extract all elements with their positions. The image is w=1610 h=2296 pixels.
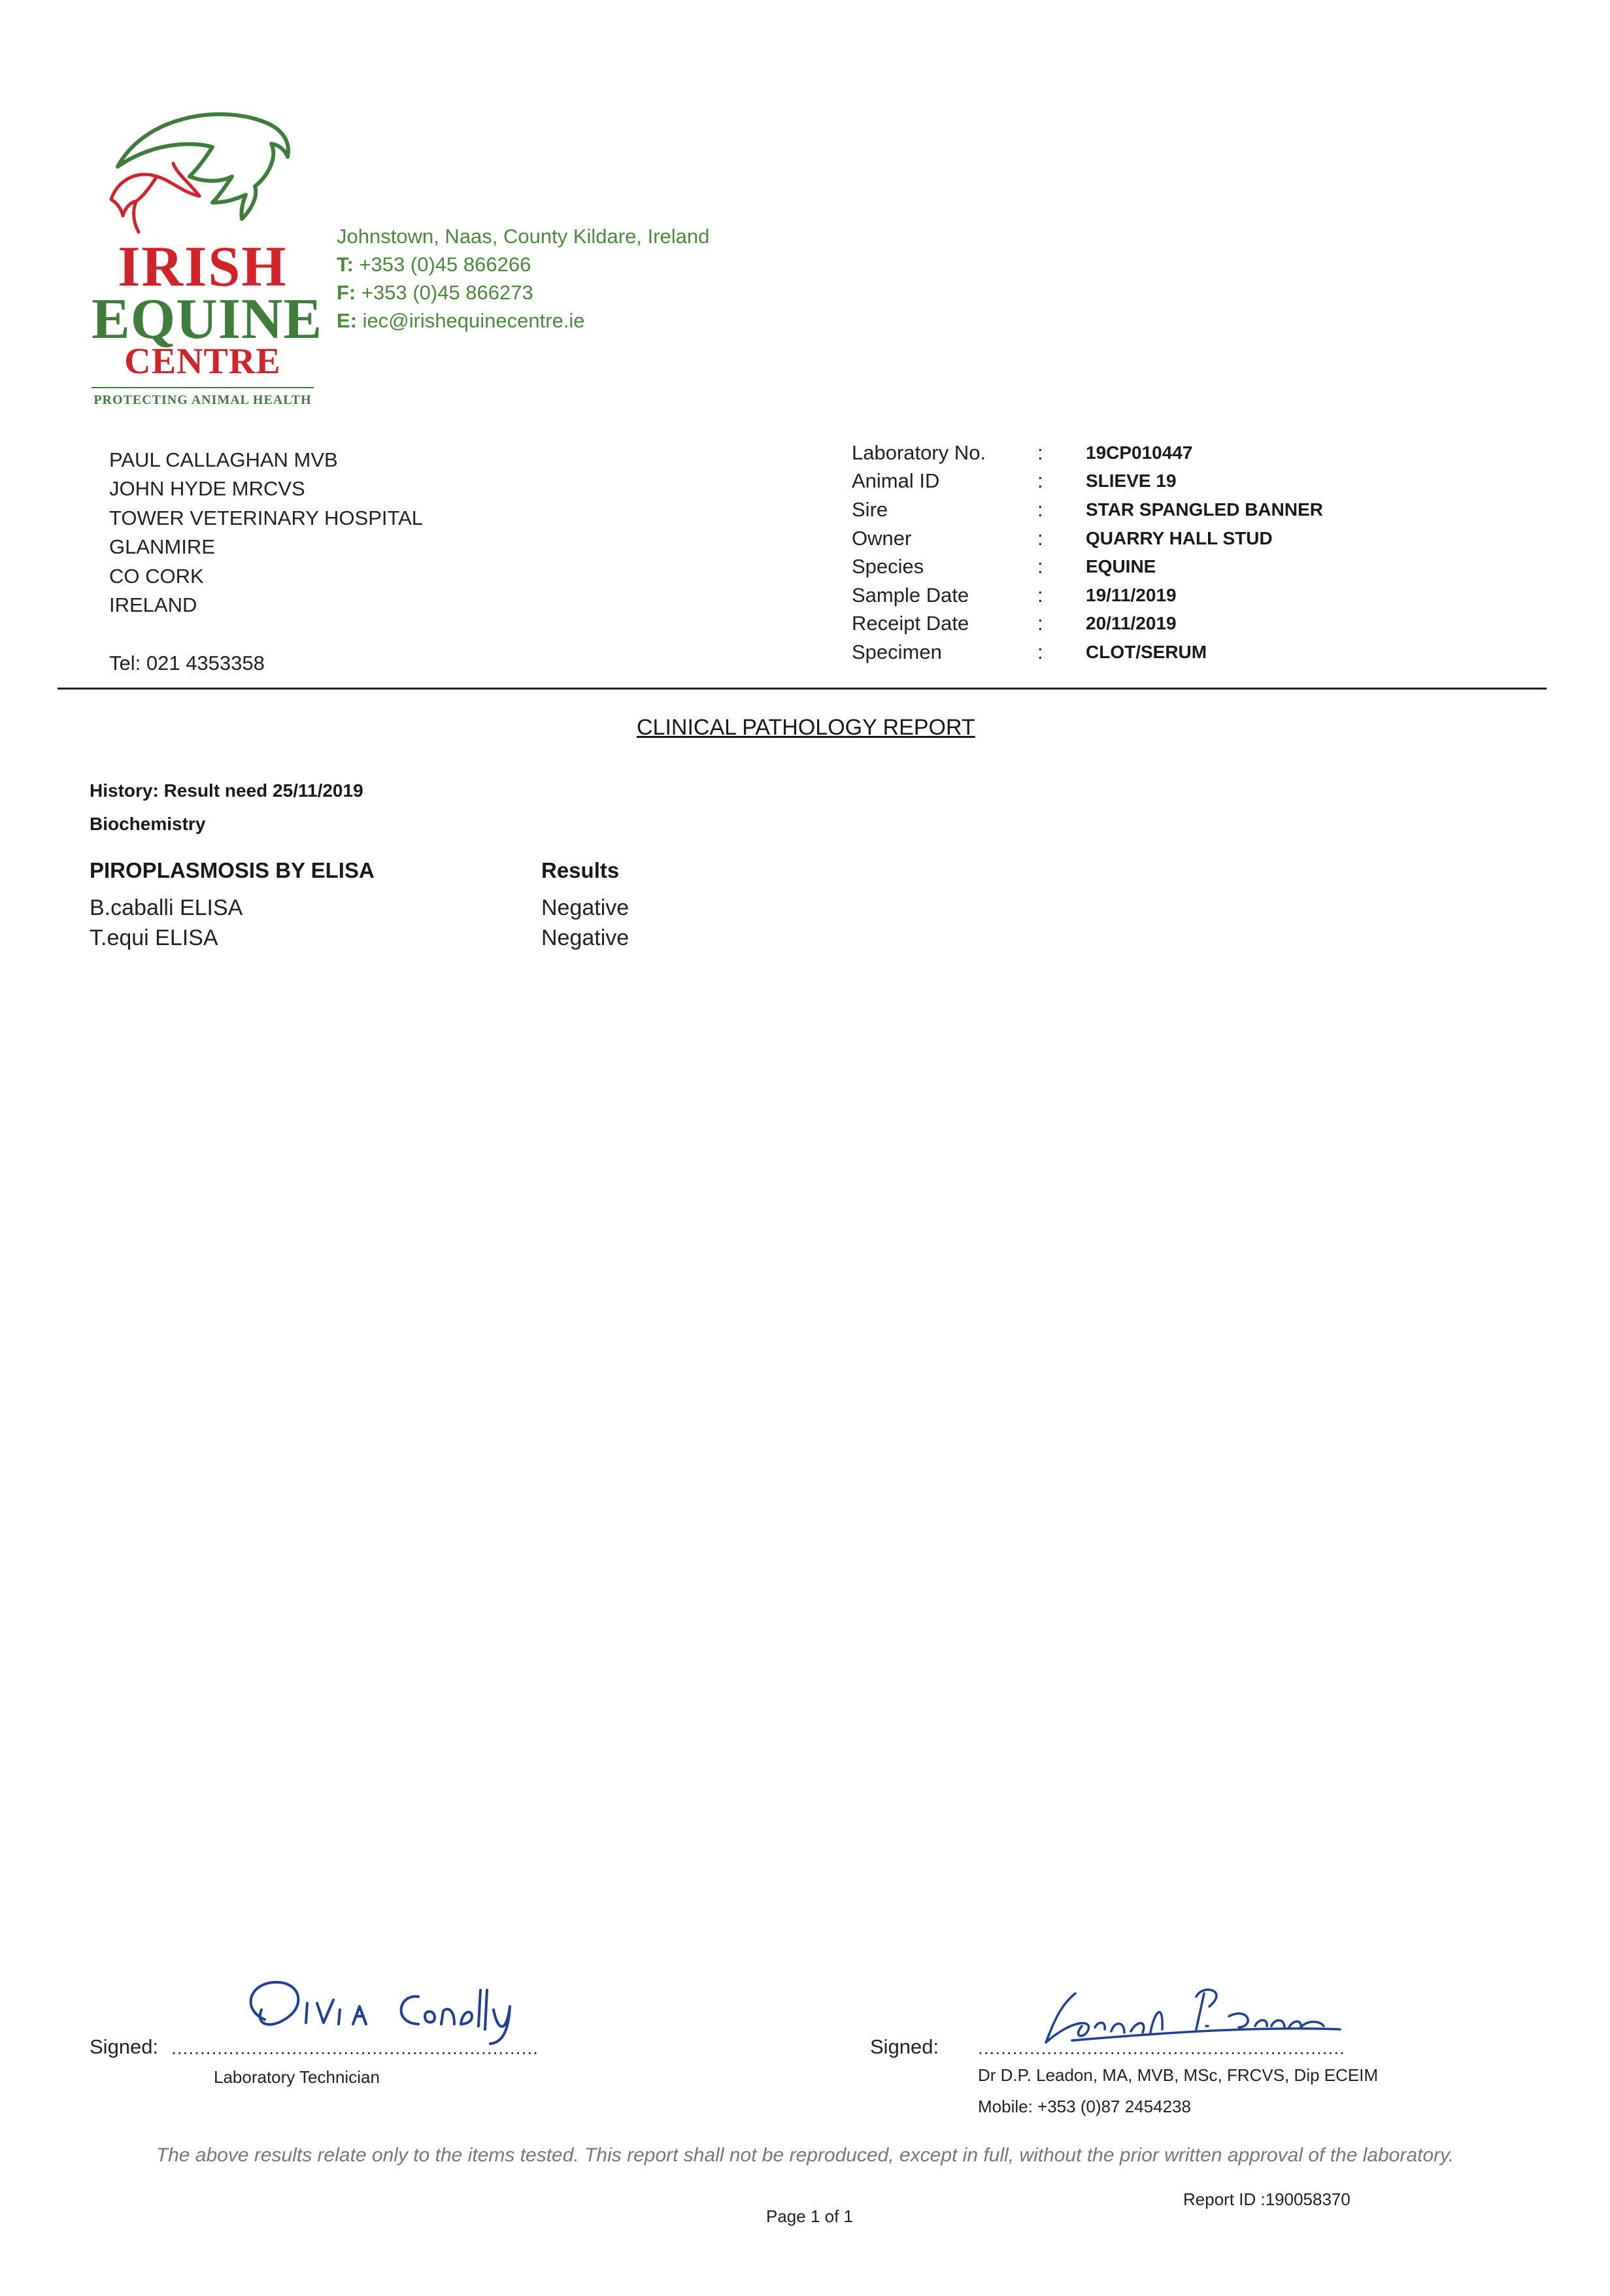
header-divider — [58, 688, 1547, 690]
sample-info-value: SLIEVE 19 — [1086, 471, 1177, 491]
signature-line-right: ................................................................ — [978, 2038, 1345, 2058]
sample-info-value: 20/11/2019 — [1086, 613, 1177, 633]
recipient-line: JOHN HYDE MRCVS — [109, 477, 305, 500]
disclaimer-text: The above results relate only to the items tested. This report shall not be reproduced, except in full, without the prior written approval of the laboratory. — [156, 2144, 1454, 2166]
sample-info-value: STAR SPANGLED BANNER — [1086, 499, 1323, 520]
results-column-header: Results — [541, 858, 620, 882]
sample-info-separator: : — [1037, 469, 1043, 492]
sample-info-label: Species — [852, 555, 924, 578]
signature-line-left: ................................................................ — [171, 2038, 539, 2058]
report-id: Report ID :190058370 — [1183, 2189, 1350, 2209]
email-label: E: — [337, 309, 357, 332]
sample-info-separator: : — [1037, 555, 1043, 578]
sample-info-label: Owner — [852, 527, 912, 550]
sample-info-separator: : — [1037, 498, 1043, 521]
fax-label: F: — [337, 281, 356, 304]
fax-value: +353 (0)45 866273 — [361, 281, 533, 304]
sample-info-label: Receipt Date — [852, 612, 969, 635]
recipient-line: TOWER VETERINARY HOSPITAL — [109, 507, 424, 529]
report-title: CLINICAL PATHOLOGY REPORT — [637, 715, 975, 740]
sample-info-value: 19CP010447 — [1086, 442, 1193, 463]
logo-word-centre: CENTRE — [124, 341, 281, 382]
sample-info-separator: : — [1037, 584, 1043, 607]
disclaimer — [0, 2142, 1610, 2169]
contact-email — [337, 309, 585, 333]
test-name: B.caballi ELISA — [90, 895, 243, 920]
tel-value: +353 (0)45 866266 — [359, 253, 531, 276]
signature-veterinarian — [1033, 1980, 1347, 2052]
section-heading: Biochemistry — [90, 814, 206, 834]
sample-info-label: Animal ID — [852, 469, 940, 492]
recipient-line: GLANMIRE — [109, 535, 215, 558]
sample-info-value: CLOT/SERUM — [1086, 642, 1207, 662]
test-name: T.equi ELISA — [90, 925, 218, 950]
contact-address: Johnstown, Naas, County Kildare, Ireland — [337, 225, 710, 248]
recipient-line: CO CORK — [109, 565, 204, 588]
signed-label-right: Signed: — [870, 2035, 939, 2058]
signature-technician — [229, 1971, 543, 2049]
horse-logo-icon — [92, 105, 314, 242]
sample-info-separator: : — [1037, 612, 1043, 635]
recipient-telephone: Tel: 021 4353358 — [109, 652, 265, 674]
logo-word-equine: EQUINE — [92, 288, 323, 351]
sample-info-label: Specimen — [852, 641, 942, 663]
veterinarian-mobile: Mobile: +353 (0)87 2454238 — [978, 2097, 1191, 2116]
sample-info-value: EQUINE — [1086, 556, 1156, 576]
page-number: Page 1 of 1 — [766, 2206, 853, 2226]
logo-word-irish: IRISH — [118, 235, 288, 299]
sample-info-value: 19/11/2019 — [1086, 585, 1177, 605]
logo-tagline: PROTECTING ANIMAL HEALTH — [92, 387, 314, 407]
veterinarian-name: Dr D.P. Leadon, MA, MVB, MSc, FRCVS, Dip ECEIM — [978, 2065, 1379, 2085]
contact-telephone — [337, 253, 531, 276]
sample-info-label: Laboratory No. — [852, 441, 986, 464]
contact-fax — [337, 281, 533, 305]
history-note: History: Result need 25/11/2019 — [90, 780, 363, 801]
recipient-line: IRELAND — [109, 593, 197, 616]
sample-info-label: Sample Date — [852, 584, 969, 607]
sample-info-separator: : — [1037, 641, 1043, 663]
signed-label-left: Signed: — [90, 2035, 159, 2058]
email-value: iec@irishequinecentre.ie — [362, 309, 585, 332]
irish-equine-centre-logo — [92, 105, 323, 407]
sample-info-value: QUARRY HALL STUD — [1086, 528, 1273, 548]
tel-label: T: — [337, 253, 354, 276]
test-group-heading: PIROPLASMOSIS BY ELISA — [90, 858, 375, 882]
sample-info-label: Sire — [852, 498, 888, 521]
recipient-line: PAUL CALLAGHAN MVB — [109, 448, 338, 471]
sample-info-separator: : — [1037, 441, 1043, 464]
test-result: Negative — [541, 925, 629, 950]
technician-role: Laboratory Technician — [214, 2067, 380, 2087]
test-result: Negative — [541, 895, 629, 920]
sample-info-separator: : — [1037, 527, 1043, 550]
